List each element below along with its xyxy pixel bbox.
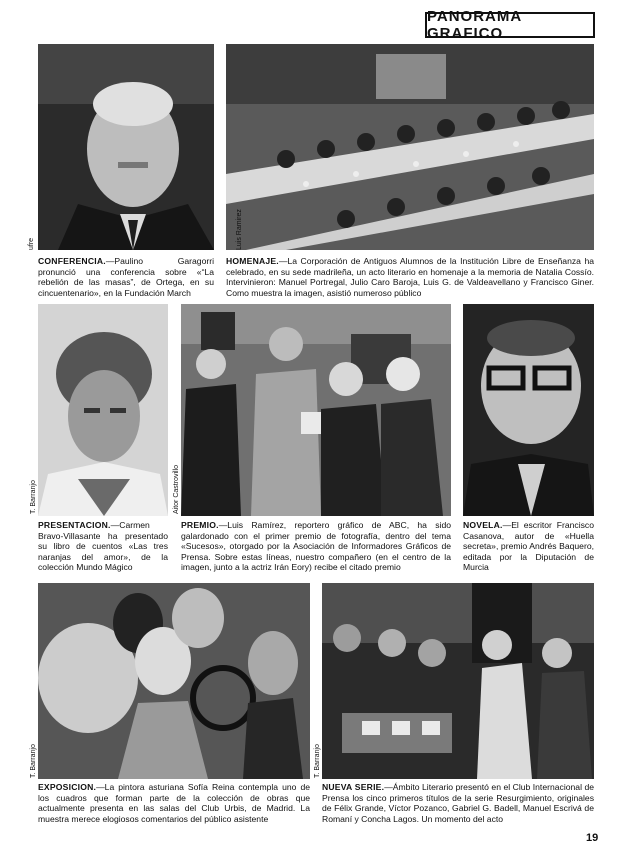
photo-exposicion bbox=[38, 583, 310, 779]
caption-novela bbox=[463, 520, 594, 573]
section-title: PANORAMA GRAFICO bbox=[427, 8, 522, 42]
caption-title: NOVELA. bbox=[463, 520, 503, 530]
caption-text: —La pintora asturiana Sofía Reina contempla uno de los cuadros que forman parte de la colección de obras que actualmente presenta en las salas del Club Urbis, de Madrid. La muestra merece elogiosos comentarios del público asistente bbox=[38, 782, 310, 824]
caption-title: PREMIO. bbox=[181, 520, 219, 530]
caption-nueva-serie bbox=[322, 782, 594, 824]
caption-text: —La Corporación de Antiguos Alumnos de la Institución Libre de Enseñanza ha celebrado, en su sede madrileña, un acto literario en homenaje a la memoria de Natalia Cossío. Intervinieron: Manuel Portregal, Julio Caro Baroja, Luis G. de Valdeavellano y Francisco Giner. Como muestra la imagen, asistió numeroso público bbox=[226, 256, 594, 298]
caption-text: —El escritor Francisco Casanova, autor de «Huella secreta», premio Andrés Baquero, editada por la Diputación de Murcia bbox=[463, 520, 594, 573]
photo-presentacion bbox=[38, 304, 168, 516]
photo-novela bbox=[463, 304, 594, 516]
caption-title: NUEVA SERIE. bbox=[322, 782, 385, 792]
photo-credit-conferencia: ufre bbox=[28, 237, 35, 250]
photo-credit-nueva-serie: T. Barranjo bbox=[314, 744, 321, 778]
caption-premio bbox=[181, 520, 451, 573]
photo-nueva-serie bbox=[322, 583, 594, 779]
caption-exposicion bbox=[38, 782, 310, 824]
caption-conferencia bbox=[38, 256, 214, 298]
caption-title: PRESENTACION. bbox=[38, 520, 111, 530]
caption-text: —Carmen Bravo-Villasante ha presentado su libro de cuentos «Las tres naranjas del amor», de la colección Mundo Mágico bbox=[38, 520, 168, 573]
caption-title: HOMENAJE. bbox=[226, 256, 279, 266]
photo-homenaje bbox=[226, 44, 594, 250]
caption-title: CONFERENCIA. bbox=[38, 256, 106, 266]
caption-homenaje bbox=[226, 256, 594, 298]
photo-conferencia bbox=[38, 44, 214, 250]
photo-premio bbox=[181, 304, 451, 516]
photo-credit-homenaje: Luis Ramirez bbox=[236, 209, 243, 250]
photo-credit-presentacion: T. Barranjo bbox=[30, 480, 37, 514]
caption-text: —Luis Ramírez, reportero gráfico de ABC, ha sido galardonado con el primer premio de fotografía, dentro del tema «Sucesos», otorgado por la Asociación de Informadores Gráficos de Prensa. Sobre estas líneas, nuestro compañero (en el centro de la imagen, junto a la actriz Irán Eory) recibe el citado premio bbox=[181, 520, 451, 573]
page-number: 19 bbox=[586, 832, 599, 844]
caption-text: —Paulino Garagorri pronunció una conferencia sobre «“La rebelión de las masas”, de Ortega, en su cincuentenario», en la Fundación March bbox=[38, 256, 214, 298]
caption-title: EXPOSICION. bbox=[38, 782, 97, 792]
caption-text: —Ámbito Literario presentó en el Club Internacional de Prensa los cinco primeros títulos de la serie Resurgimiento, originales de Félix Grande, Víctor Pozanco, Gabriel G. Badell, Manuel Escrivá de Romaní y Concha Lagos. Un momento del acto bbox=[322, 782, 595, 824]
photo-credit-premio: Aitor Castrovillo bbox=[173, 464, 180, 514]
caption-presentacion bbox=[38, 520, 168, 573]
section-header bbox=[425, 8, 595, 42]
photo-credit-exposicion: T. Barranjo bbox=[30, 744, 37, 778]
